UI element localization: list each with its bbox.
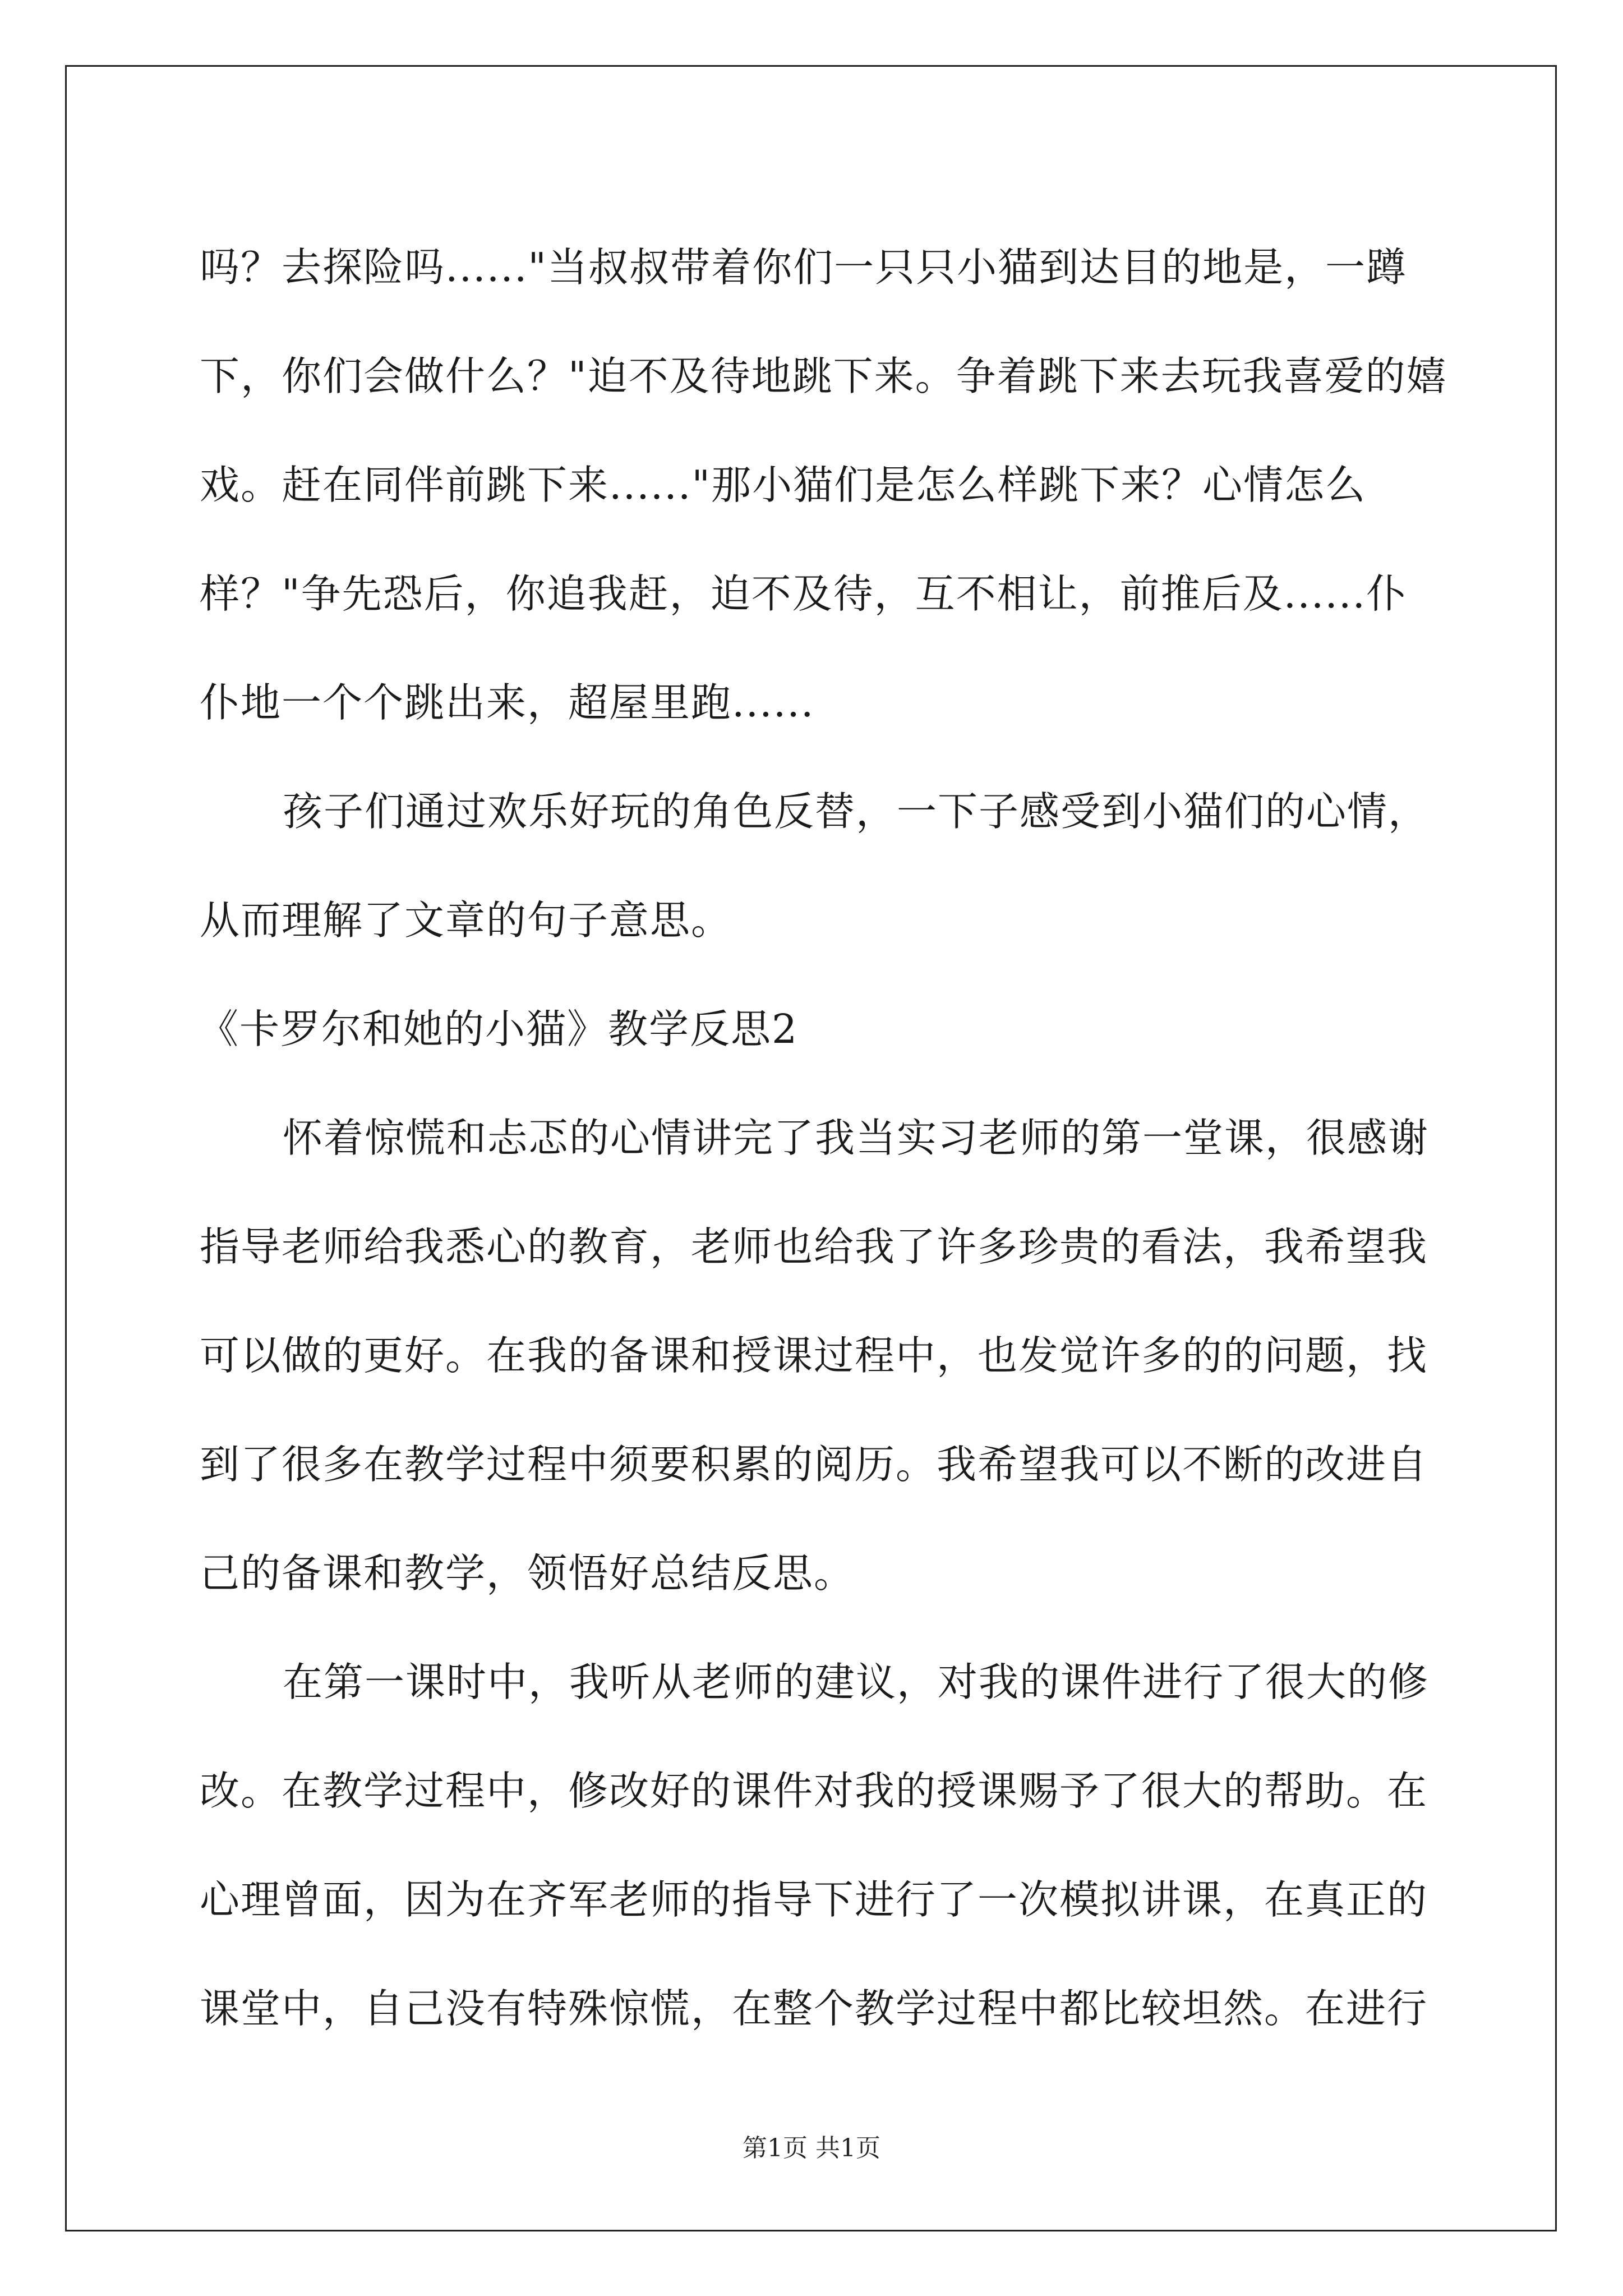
text-line-15: 改。在教学过程中，修改好的课件对我的授课赐予了很大的帮助。在 [200, 1768, 1428, 1814]
text-line-17: 课堂中，自己没有特殊惊慌，在整个教学过程中都比较坦然。在进行 [200, 1985, 1428, 2032]
text-line-4: 样？"争先恐后，你追我赶，迫不及待，互不相让，前推后及......仆 [200, 570, 1408, 617]
text-line-2: 下，你们会做什么？"迫不及待地跳下来。争着跳下来去玩我喜爱的嬉 [200, 353, 1447, 399]
text-line-5: 仆地一个个跳出来，超屋里跑...... [200, 679, 815, 726]
section-heading: 《卡罗尔和她的小猫》教学反思2 [199, 1006, 799, 1052]
text-line-11: 可以做的更好。在我的备课和授课过程中，也发觉许多的的问题，找 [200, 1332, 1428, 1379]
text-line-6: 孩子们通过欢乐好玩的角色反替，一下子感受到小猫们的心情， [283, 788, 1430, 835]
text-line-16: 心理曾面，因为在齐军老师的指导下进行了一次模拟讲课，在真正的 [200, 1876, 1428, 1923]
text-line-13: 己的备课和教学，领悟好总结反思。 [200, 1550, 855, 1596]
document-body [199, 213, 1447, 2063]
text-line-14: 在第一课时中，我听从老师的建议，对我的课件进行了很大的修 [283, 1659, 1430, 1705]
page-footer: 第1页 共1页 [743, 2134, 880, 2162]
text-line-9: 怀着惊慌和忐忑的心情讲完了我当实习老师的第一堂课，很感谢 [283, 1115, 1430, 1161]
text-line-1: 吗？去探险吗......"当叔叔带着你们一只只小猫到达目的地是，一蹲 [200, 244, 1408, 291]
text-line-3: 戏。赶在同伴前跳下来......"那小猫们是怎么样跳下来？心情怎么 [200, 462, 1367, 508]
text-line-7: 从而理解了文章的句子意思。 [200, 897, 732, 944]
text-line-12: 到了很多在教学过程中须要积累的阅历。我希望我可以不断的改进自 [200, 1441, 1428, 1488]
text-line-10: 指导老师给我悉心的教育，老师也给我了许多珍贵的看法，我希望我 [200, 1223, 1428, 1270]
